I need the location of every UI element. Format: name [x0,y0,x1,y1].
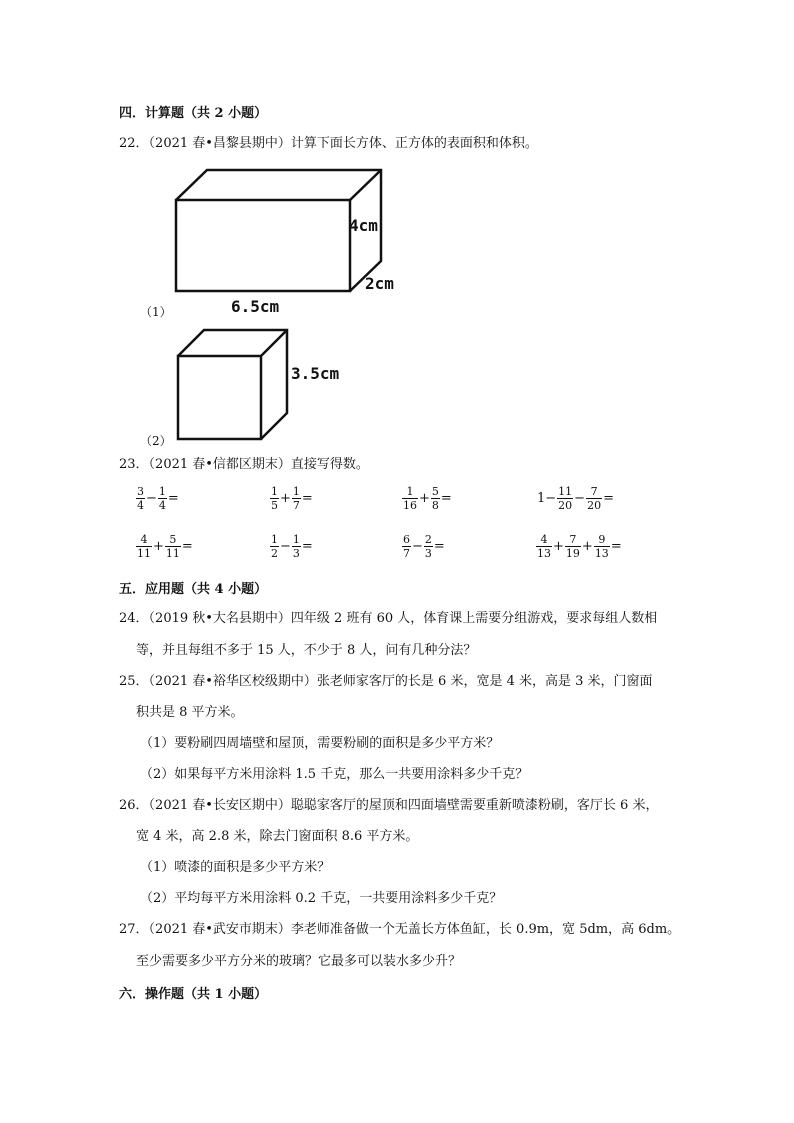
numerator: 11 [558,485,573,498]
question-25-line-1: 25．（2021 春•裕华区校级期中）张老师家客厅的长是 6 米，宽是 4 米，高是 3 米，门窗面 [119,674,653,689]
equals-sign: = [301,539,313,554]
denominator: 4 [137,499,144,512]
numerator: 1 [271,485,278,498]
equals-sign: = [610,539,622,554]
denominator: 7 [292,499,300,512]
expression-4 [536,485,615,512]
numerator: 2 [424,533,432,546]
question-26-sub-2: （2）平均每平方米用涂料 0.2 千克，一共要用涂料多少千克？ [140,891,503,906]
operator: + [553,539,564,554]
question-25-sub-2: （2）如果每平方米用涂料 1.5 千克，那么一共要用涂料多少千克？ [140,767,529,782]
denominator: 3 [424,547,432,560]
numerator: 7 [590,485,598,498]
question-24-line-2: 等，并且每组不多于 15 人，不少于 8 人，问有几种分法？ [136,643,477,658]
numerator: 4 [540,533,548,546]
expression-1 [136,485,180,512]
numerator: 6 [403,533,410,546]
numerator: 3 [137,485,144,498]
denominator: 13 [594,547,609,560]
equals-sign: = [440,491,452,506]
equals-sign: = [181,539,193,554]
numerator: 5 [169,533,177,546]
expression-7 [402,533,446,560]
question-25-sub-1: （1）要粉刷四周墙壁和屋顶，需要粉刷的面积是多少平方米？ [140,736,500,751]
numerator: 7 [569,533,577,546]
question-26-sub-1: （1）喷漆的面积是多少平方米？ [140,860,331,875]
denominator: 8 [431,499,439,512]
figure-2-label: （2） [140,434,172,448]
fraction [270,533,279,560]
section-heading-5: 五．应用题（共 4 小题） [119,582,268,597]
operator: + [419,491,430,506]
denominator: 3 [292,547,300,560]
denominator: 7 [403,547,410,560]
fraction [431,485,440,512]
denominator: 5 [271,499,278,512]
question-22-text: 22．（2021 春•昌黎县期中）计算下面长方体、正方体的表面积和体积。 [119,136,538,151]
denominator: 11 [165,547,180,560]
fraction [536,533,552,560]
fraction [402,485,418,512]
fraction [270,485,279,512]
fraction [594,533,610,560]
numerator: 5 [431,485,439,498]
fraction [586,485,602,512]
operator: − [574,491,586,506]
cube-figure [172,326,292,444]
denominator: 19 [565,547,580,560]
cuboid-width-label: 2cm [365,274,394,293]
numerator: 4 [140,533,148,546]
question-25-line-2: 积共是 8 平方米。 [136,705,244,720]
question-27-line-2: 至少需要多少平方分米的玻璃？它最多可以装水多少升？ [136,954,462,969]
fraction [165,533,181,560]
fraction [158,485,167,512]
operator: − [412,539,423,554]
operator: − [280,539,291,554]
expression-3 [402,485,453,512]
fraction [424,533,433,560]
numerator: 9 [598,533,606,546]
fraction [292,533,301,560]
equals-sign: = [603,491,614,506]
question-24-line-1: 24．（2019 秋•大名县期中）四年级 2 班有 60 人，体育课上需要分组游戏，要求每组人数相 [119,611,658,626]
expression-5 [136,533,194,560]
cube-edge-label: 3.5cm [291,364,340,383]
fraction [565,533,581,560]
numerator: 1 [292,533,300,546]
numerator: 1 [158,485,166,498]
fraction [136,485,145,512]
denominator: 16 [403,499,417,512]
fraction [292,485,301,512]
fraction [136,533,152,560]
section-heading-6: 六．操作题（共 1 小题） [119,987,268,1002]
denominator: 20 [558,499,573,512]
question-27-line-1: 27．（2021 春•武安市期末）李老师准备做一个无盖长方体鱼缸，长 0.9m，宽 5dm，高 6dm。 [119,922,681,937]
denominator: 20 [587,499,602,512]
figure-1-label: （1） [140,305,172,319]
operator: + [153,539,164,554]
denominator: 4 [158,499,166,512]
denominator: 13 [537,547,551,560]
numerator: 1 [271,533,278,546]
question-23-text: 23．（2021 春•信都区期末）直接写得数。 [119,457,369,472]
equals-sign: = [433,539,445,554]
expression-8 [536,533,623,560]
numerator: 1 [406,485,414,498]
denominator: 2 [271,547,278,560]
fraction [402,533,411,560]
expression-lead: 1− [537,491,557,506]
section-heading-4: 四．计算题（共 2 小题） [119,106,268,121]
expression-2 [270,485,314,512]
operator: + [581,539,593,554]
cuboid-height-label: 4cm [349,216,378,235]
operator: − [146,491,157,506]
expression-6 [270,533,314,560]
cuboid-length-label: 6.5cm [231,297,280,316]
denominator: 11 [137,547,151,560]
equals-sign: = [301,491,313,506]
question-26-line-1: 26．（2021 春•长安区期中）聪聪家客厅的屋顶和四面墙壁需要重新喷漆粉刷，客厅长 6 米， [119,798,659,813]
equals-sign: = [167,491,179,506]
numerator: 1 [292,485,300,498]
fraction [557,485,573,512]
question-26-line-2: 宽 4 米，高 2.8 米，除去门窗面积 8.6 平方米。 [136,829,419,844]
operator: + [280,491,291,506]
